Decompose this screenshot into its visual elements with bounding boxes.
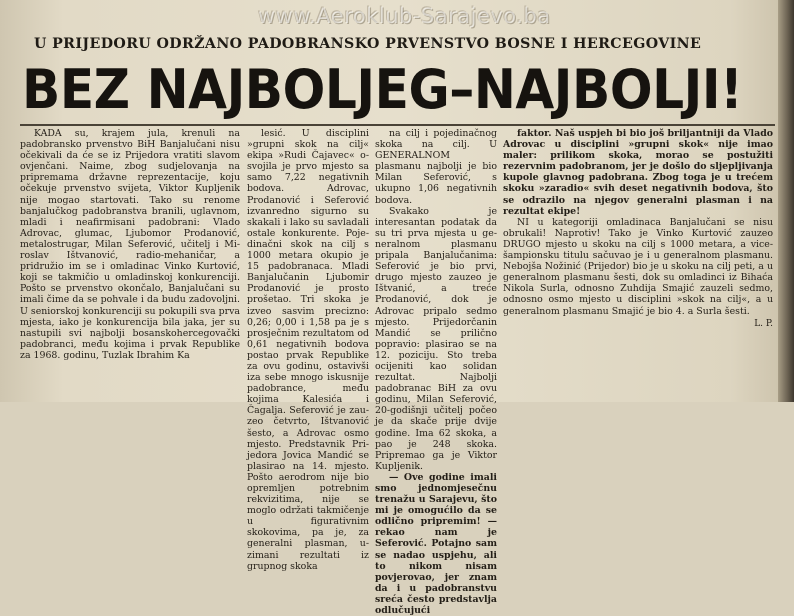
kicker-line: U PRIJEDORU ODRŽANO PADOBRANSKO PRVENSTVO BOSNE I HERCEGOVINE	[34, 36, 702, 52]
headline: BEZ NAJBOLJEG–NAJBOLJI!	[22, 58, 743, 121]
paragraph: KADA su, krajem jula, krenuli na padobransko prvenstvo BiH Banjalučani nisu očekivali da će se iz Prijedora vratiti slavom ovjenčani. Naime, zbog sudjelovanja na pripremama državne reprezentacije, koju očekuje prvenstvo svijeta, Viktor Kupljenik nije mogao startovati. Tako su renome banjalučkog padobranstva branili, uglavnom, mladi i neafirmisani padobrani: Vlado Adrovac, glumac, Ljubomor Prodanović, metalostrugar, Milan Seferović, učitelj i Miroslav Ištvanović, radio-mehaničar, a pridružio im se i omladinac Vinko Kurtović, koji se takmičio u omladinskoj konkurenciji. Pošto se prvenstvo okončalo, Banjalučani su imali čime da se pohvale i da budu zadovoljni. U seniorskoj konkurenciji su pokupili sva prva mjesta, iako je konkurencija bila jaka, jer su nastupili svi najbolji bosanskohercegovački padobranci, među kojima i prvak Republike za 1968. godinu, Tuzlak Ibrahim Ka	[20, 128, 240, 361]
paragraph: — Ove godine imali smo jednomjesečnu trenažu u Sarajevu, što mi je omogućilo da se odlično pripremim! — rekao nam je Seferović. Potajno sam se nadao uspjehu, ali to nikom nisam povjerovao, jer znam da i u padobranstvu sreća često predstavlja odlučujući	[375, 471, 497, 616]
paragraph: na cilj i pojedinačnog skoka na cilj. U GENERALNOM plasmanu najbolji je bio Milan Seferović, s ukupno 1,06 negativnih bodova.	[375, 128, 497, 206]
paragraph: lesić. U disciplini »grupni skok na cilj« ekipa »Rudi Čajavec« osvojila je prvo mjesto sa samo 7,22 negativnih bodova. Adrovac, Prodanović i Seferović izvanredno sigurno su skakali i lako su savladali ostale konkurente. Pojedinačni skok na cilj s 1000 metara okupio je 15 padobranaca. Mladi Banjalučanin Ljubomir Prodanović je prosto prošetao. Tri skoka je izveo sasvim precizno: 0,26; 0,00 i 1,58 pa je s prosječnim rezultatom od 0,61 negativnih bodova postao prvak Republike za ovu godinu, ostavivši iza sebe mnogo iskusnije padobrance, među kojima Kalesića i Čagalja. Seferović je zauzeo četvrto, Ištvanović šesto, a Adrovac osmo mjesto. Predstavnik Prijedora Jovica Mandić se plasirao na 14. mjesto. Pošto aerodrom nije bio opremljen potrebnim rekvizitima, nije se moglo održati takmičenje u figurativnim skokovima, pa je, za generalni plasman, uzimani rezultati iz grupnog skoka	[247, 128, 369, 572]
article-column-4	[503, 128, 773, 398]
page-fold-shadow	[778, 0, 794, 402]
watermark: www.Aeroklub-Sarajevo.ba	[258, 4, 551, 28]
article-column-2	[247, 128, 369, 572]
headline-rule	[20, 124, 775, 126]
article-column-3	[375, 128, 497, 616]
paragraph: NI u kategoriji omladinaca Banjalučani se nisu obrukali! Naprotiv! Tako je Vinko Kurtović zauzeo DRUGO mjesto u skoku na cilj s 1000 metara, a vice-šampionsku titulu sačuvao je i u generalnom plasmanu. Nebojša Nožinić (Prijedor) bio je u skoku na cilj peti, a u generalnom plasmanu šesti, dok su omladinci iz Bihaća Nikola Surla, odnosno Zuhdija Smajić zauzeli sedmo, odnosno osmo mjesto u disciplini »skok na cilj«, a u generalnom plasmanu Smajić je bio 4. a Surla šesti.	[503, 216, 773, 317]
paragraph: Svakako je interesantan podatak da su tri prva mjesta u generalnom plasmanu pripala Banjalučanima: Seferović je bio prvi, drugo mjesto zauzeo je Ištvanić, a treće Prodanović, dok je Adrovac pripalo sedmo mjesto. Prijedorčanin Mandić se prilično popravio: plasirao se na 12. poziciju. Sto treba ocijeniti kao solidan rezultat. Najbolji padobranac BiH za ovu godinu, Milan Seferović, 20-godišnji učitelj počeo je da skače prije dvije godine. Ima 62 skoka, a pao je 248 skoka. Pripremao ga je Viktor Kupljenik.	[375, 205, 497, 472]
article-column-1	[20, 128, 240, 398]
paragraph: faktor. Naš uspjeh bi bio još briljantniji da Vlado Adrovac u disciplini »grupni skok« nije imao maler: prilikom skoka, morao se postužiti rezervnim padobranom, jer je došlo do sljepljivanja kupole glavnog padobrana. Zbog toga je u trećem skoku »zaradio« svih deset negativnih bodova, što se odrazilo na njegov generalni plasman i na rezultat ekipe!	[503, 128, 773, 217]
author-signature: L. P.	[754, 318, 773, 329]
